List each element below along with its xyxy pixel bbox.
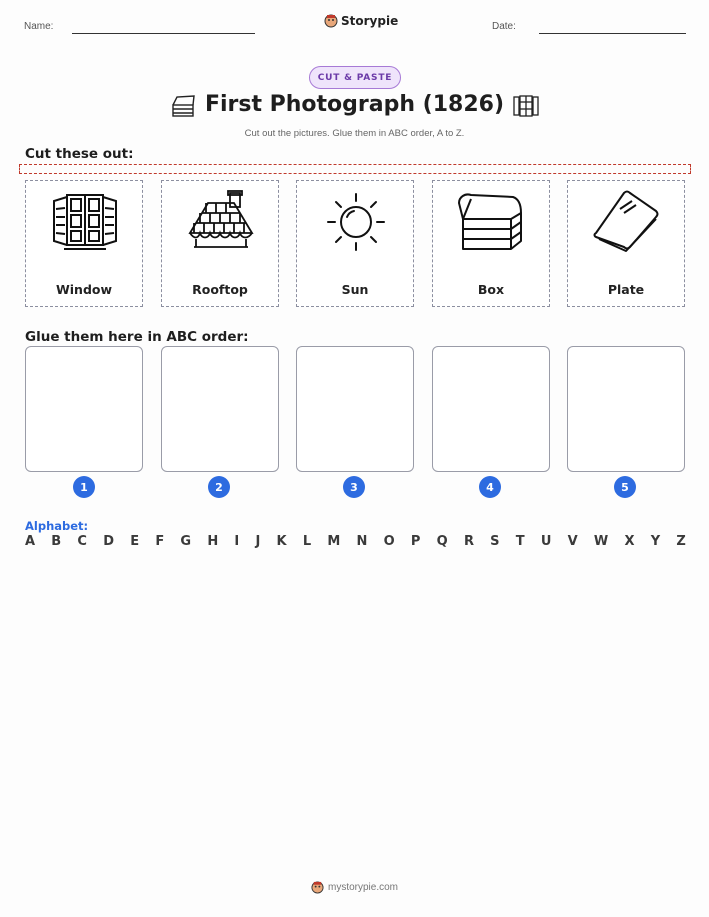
alphabet-letter: M	[327, 534, 341, 549]
alphabet-heading: Alphabet:	[25, 519, 89, 533]
cut-line	[19, 164, 691, 174]
slot-number-1: 1	[73, 476, 95, 498]
alphabet-letter: I	[234, 534, 240, 549]
alphabet-letter: J	[255, 534, 261, 549]
alphabet-letter: R	[463, 534, 474, 549]
footer-url[interactable]: mystorypie.com	[327, 882, 398, 893]
name-label: Name:	[24, 21, 54, 32]
alphabet-letter: K	[276, 534, 287, 549]
glue-heading: Glue them here in ABC order:	[25, 329, 249, 345]
card-label: Sun	[341, 282, 369, 297]
alphabet-letter: N	[356, 534, 368, 549]
alphabet-letter: Y	[650, 534, 661, 549]
alphabet-letter: U	[540, 534, 552, 549]
glue-slot-2[interactable]	[161, 346, 279, 472]
rooftop-icon	[186, 189, 256, 259]
alphabet-letter: P	[410, 534, 421, 549]
alphabet-letter: H	[207, 534, 219, 549]
storypie-mascot-icon	[324, 14, 338, 28]
slot-number-5: 5	[614, 476, 636, 498]
alphabet-letter: Z	[676, 534, 686, 549]
card-label: Box	[477, 282, 505, 297]
alphabet-letter: B	[51, 534, 62, 549]
window-icon	[50, 189, 120, 259]
brand-logo	[324, 14, 398, 28]
alphabet-letter: A	[25, 534, 36, 549]
alphabet-letter: E	[130, 534, 140, 549]
card-label: Plate	[607, 282, 645, 297]
slot-number-4: 4	[479, 476, 501, 498]
alphabet-letter: W	[593, 534, 609, 549]
alphabet-letter: X	[624, 534, 635, 549]
slot-number-2: 2	[208, 476, 230, 498]
alphabet-letter: D	[103, 534, 114, 549]
alphabet-letter: G	[180, 534, 192, 549]
glue-slot-4[interactable]	[432, 346, 550, 472]
cut-heading: Cut these out:	[25, 146, 134, 162]
slot-number-3: 3	[343, 476, 365, 498]
sun-icon	[321, 189, 391, 259]
cut-card-box[interactable]	[432, 180, 550, 307]
alphabet-letter: O	[383, 534, 395, 549]
name-line[interactable]	[72, 33, 255, 34]
cut-paste-badge: CUT & PASTE	[309, 66, 401, 89]
alphabet-letter: Q	[436, 534, 448, 549]
cut-card-window[interactable]	[25, 180, 143, 307]
glue-slot-3[interactable]	[296, 346, 414, 472]
alphabet-letter: C	[77, 534, 87, 549]
cut-card-sun[interactable]	[296, 180, 414, 307]
card-label: Window	[55, 282, 113, 297]
alphabet-letter: V	[567, 534, 578, 549]
box-icon	[457, 189, 527, 259]
window-title-icon	[512, 92, 540, 120]
footer	[0, 881, 709, 894]
date-line[interactable]	[539, 33, 686, 34]
alphabet-letter: L	[302, 534, 312, 549]
cut-card-plate[interactable]	[567, 180, 685, 307]
alphabet-row	[25, 534, 686, 549]
instructions: Cut out the pictures. Glue them in ABC order, A to Z.	[244, 128, 465, 139]
alphabet-letter: F	[155, 534, 165, 549]
glue-slot-5[interactable]	[567, 346, 685, 472]
glue-slot-1[interactable]	[25, 346, 143, 472]
alphabet-letter: S	[490, 534, 500, 549]
card-label: Rooftop	[192, 282, 248, 297]
page-title: First Photograph (1826)	[204, 92, 505, 117]
plate-icon	[592, 189, 662, 259]
alphabet-letter: T	[515, 534, 525, 549]
storypie-mascot-icon	[311, 881, 324, 894]
cut-card-rooftop[interactable]	[161, 180, 279, 307]
date-label: Date:	[492, 21, 516, 32]
brand-name: Storypie	[341, 14, 399, 28]
